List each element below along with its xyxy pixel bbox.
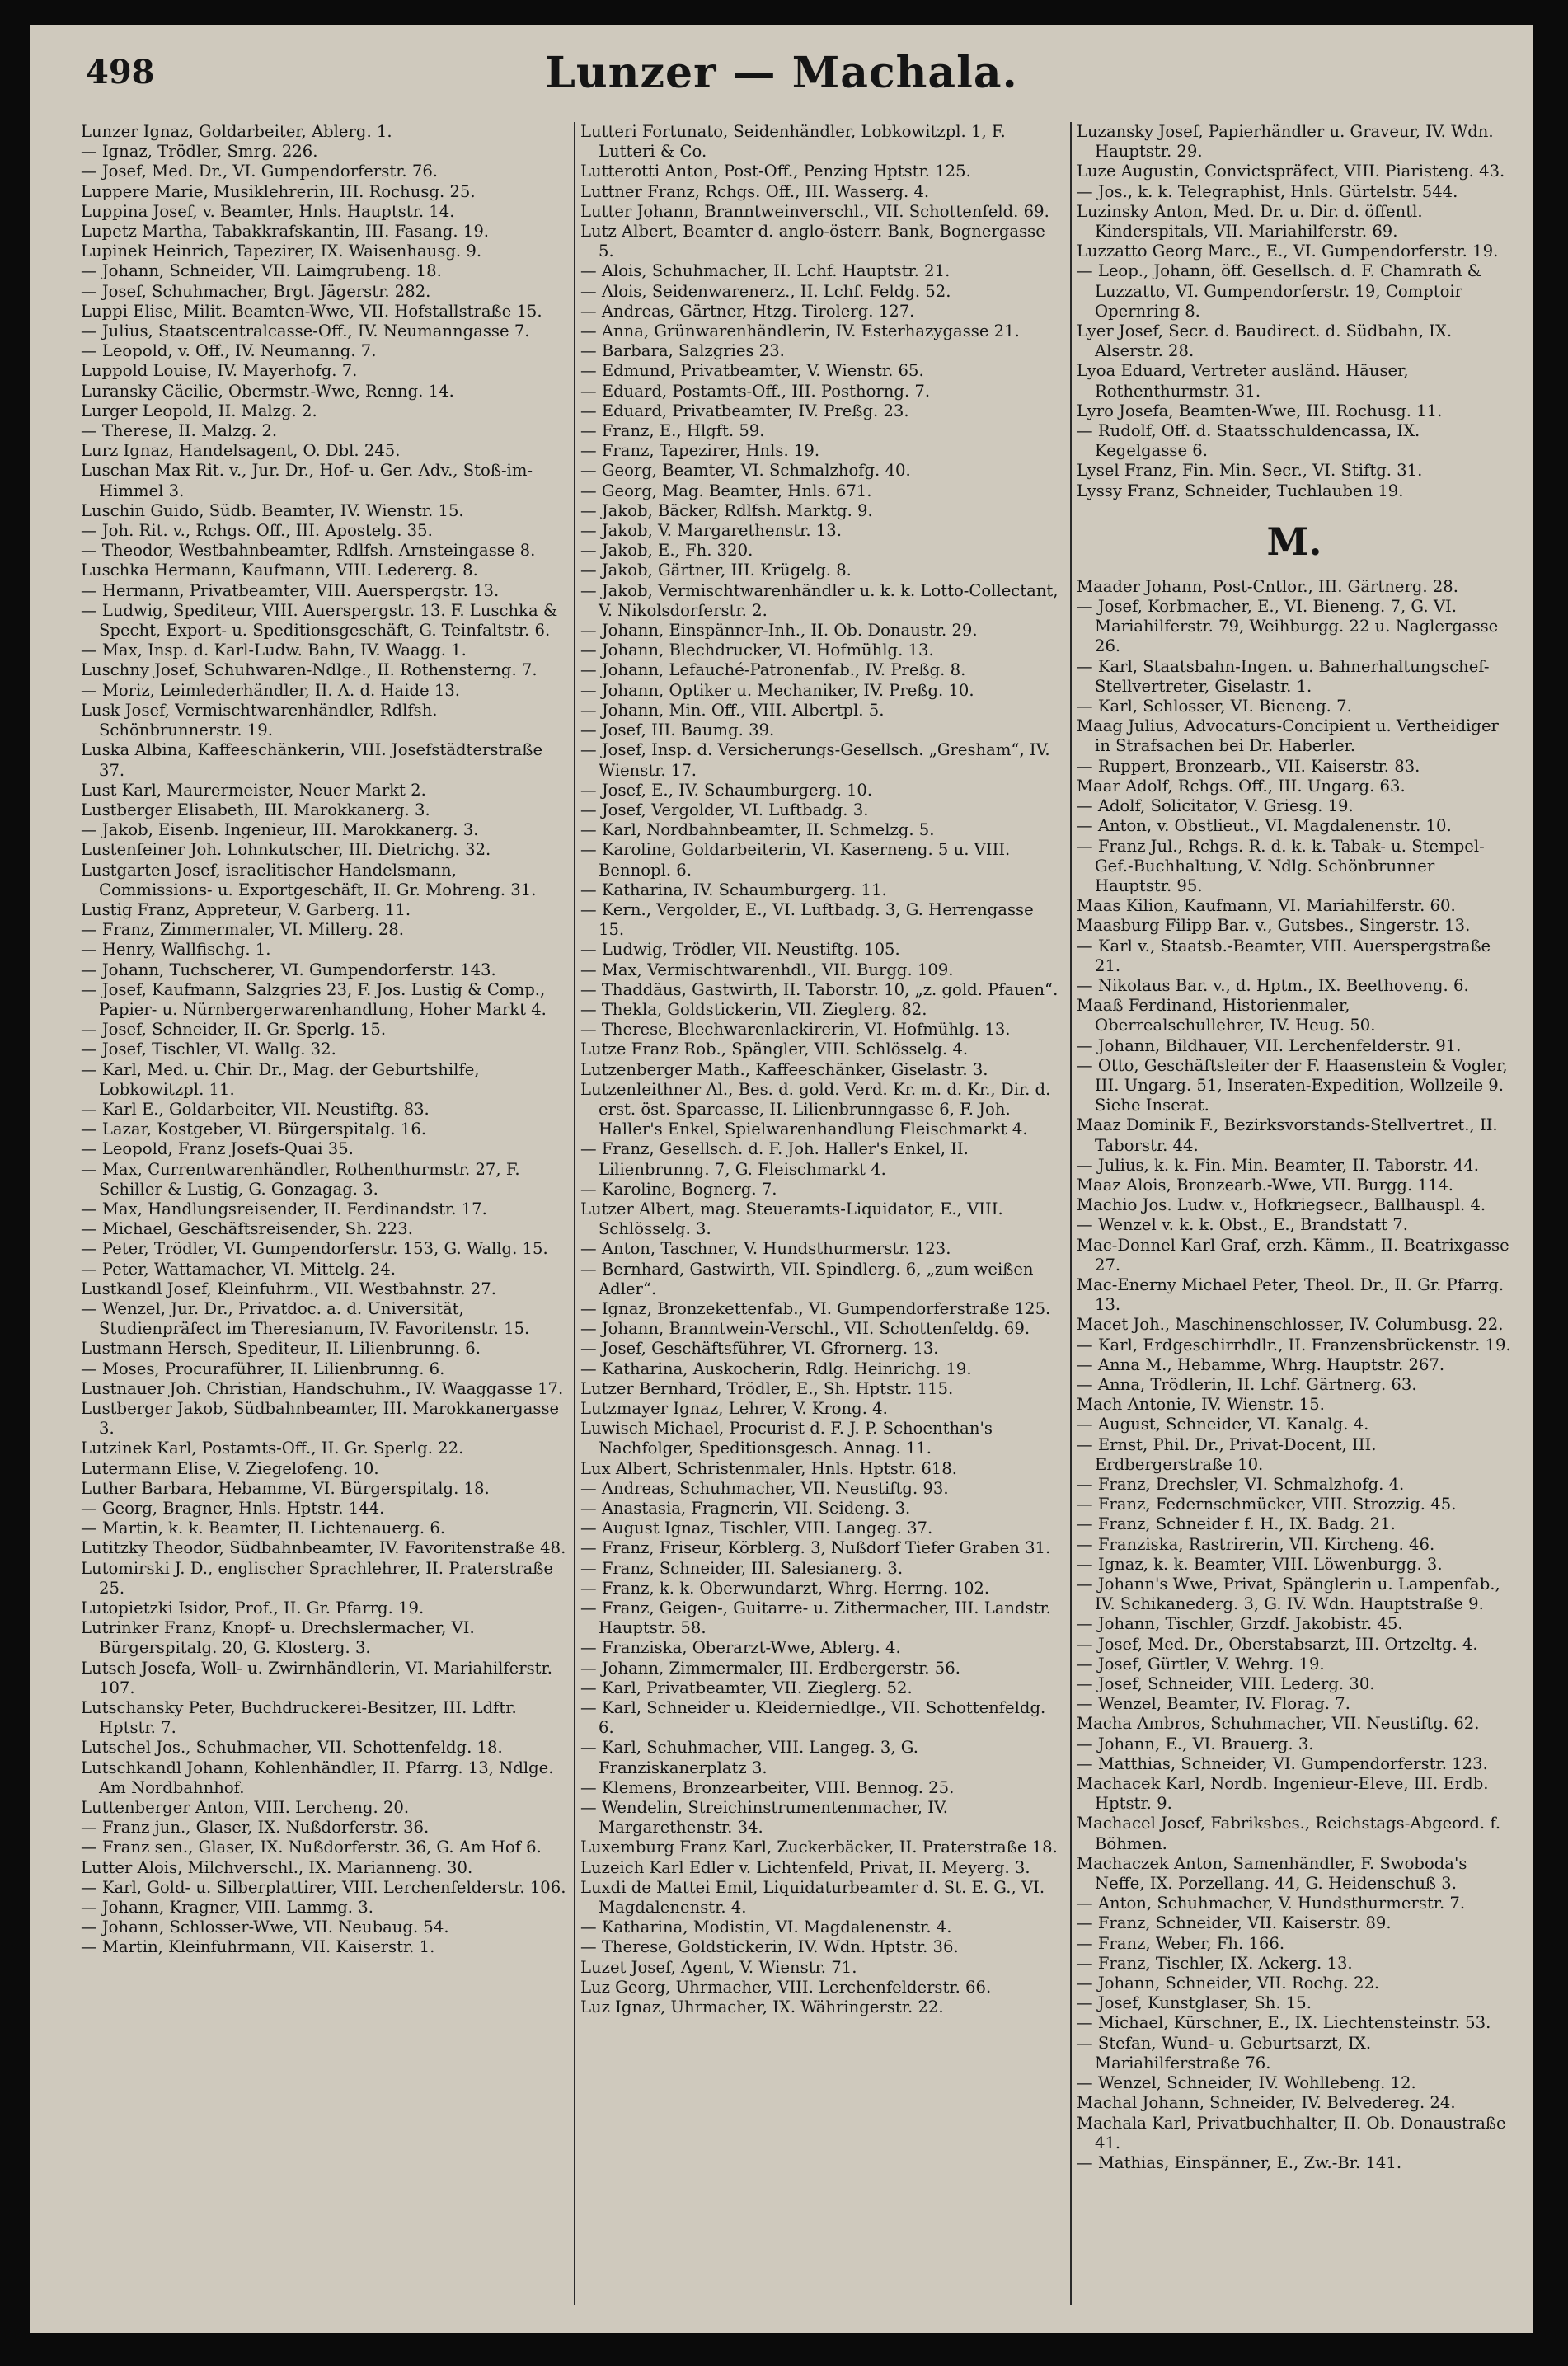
directory-entry: Luttner Franz, Rchgs. Off., III. Wasserg. 4.	[580, 181, 930, 201]
directory-entry: — Hermann, Privatbeamter, VIII. Auerspergstr. 13.	[81, 580, 500, 600]
directory-entry: Maader Johann, Post-Cntlor., III. Gärtnerg. 28.	[1077, 576, 1458, 596]
directory-entry: — Franziska, Rastrirerin, VII. Kircheng. 46.	[1077, 1534, 1435, 1554]
directory-entry: Lutzmayer Ignaz, Lehrer, V. Krong. 4.	[580, 1399, 888, 1418]
directory-entry: Luxdi de Mattei Emil, Liquidaturbeamter d. St. E. G., VI. Magdalenenstr. 4.	[580, 1877, 1045, 1918]
directory-entry: — Franziska, Oberarzt-Wwe, Ablerg. 4.	[580, 1638, 901, 1658]
directory-entry: — Josef, Schuhmacher, Brgt. Jägerstr. 282.	[81, 281, 431, 301]
directory-entry: Luz Ignaz, Uhrmacher, IX. Währingerstr. 22.	[580, 1997, 944, 2017]
directory-entry: — Franz, Federnschmücker, VIII. Strozzig. 45.	[1077, 1495, 1457, 1514]
directory-entry: Luzinsky Anton, Med. Dr. u. Dir. d. öffentl. Kinderspitals, VII. Mariahilferstr. 69.	[1077, 201, 1423, 242]
directory-entry: Luppere Marie, Musiklehrerin, III. Rochusg. 25.	[81, 181, 476, 201]
directory-entry: Lutzer Albert, mag. Steueramts-Liquidator, E., VIII. Schlösselg. 3.	[580, 1199, 1003, 1239]
directory-entry: Lutermann Elise, V. Ziegelofeng. 10.	[81, 1458, 379, 1478]
directory-entry: — Max, Vermischtwarenhdl., VII. Burgg. 109.	[580, 960, 954, 979]
directory-entry: Macha Ambros, Schuhmacher, VII. Neustiftg. 62.	[1077, 1714, 1480, 1734]
directory-entry: — Karl E., Goldarbeiter, VII. Neustiftg. 83.	[81, 1099, 430, 1119]
directory-entry: — Ludwig, Trödler, VII. Neustiftg. 105.	[580, 940, 900, 960]
directory-entry: — Thaddäus, Gastwirth, II. Taborstr. 10, „z. gold. Pfauen“.	[580, 979, 1059, 999]
directory-entry: — Josef, Gürtler, V. Wehrg. 19.	[1077, 1654, 1325, 1674]
directory-entry: Lutter Johann, Branntweinverschl., VII. Schottenfeld. 69.	[580, 201, 1049, 221]
directory-entry: — Therese, II. Malzg. 2.	[81, 421, 278, 441]
directory-entry: — Jakob, Eisenb. Ingenieur, III. Marokkanerg. 3.	[81, 820, 479, 840]
directory-entry: — Karl, Schlosser, VI. Bieneng. 7.	[1077, 697, 1352, 716]
directory-entry: Lutschel Jos., Schuhmacher, VII. Schottenfeldg. 18.	[81, 1738, 503, 1758]
directory-entry: Maasburg Filipp Bar. v., Gutsbes., Singerstr. 13.	[1077, 916, 1471, 936]
directory-entry: Lutze Franz Rob., Spängler, VIII. Schlösselg. 4.	[580, 1040, 969, 1059]
directory-entry: Lutzer Bernhard, Trödler, E., Sh. Hptstr. 115.	[580, 1378, 954, 1398]
column-rule	[1070, 122, 1072, 2305]
directory-entry: — Eduard, Privatbeamter, IV. Preßg. 23.	[580, 401, 909, 420]
directory-entry: — Edmund, Privatbeamter, V. Wienstr. 65.	[580, 361, 924, 381]
directory-entry: — Otto, Geschäftsleiter der F. Haasenstein & Vogler, III. Ungarg. 51, Inseraten-Expedition, Wollzeile 9. Siehe Inserat.	[1077, 1055, 1508, 1115]
directory-entry: — Karl, Privatbeamter, VII. Zieglerg. 52.	[580, 1678, 913, 1697]
directory-entry: Lustenfeiner Joh. Lohnkutscher, III. Dietrichg. 32.	[81, 840, 491, 860]
directory-entry: — Karl, Nordbahnbeamter, II. Schmelzg. 5.	[580, 820, 935, 840]
directory-entry: — Johann, Zimmermaler, III. Erdbergerstr. 56.	[580, 1658, 960, 1678]
directory-entry: — Franz sen., Glaser, IX. Nußdorferstr. 36, G. Am Hof 6.	[81, 1838, 542, 1857]
directory-entry: Lurz Ignaz, Handelsagent, O. Dbl. 245.	[81, 441, 401, 461]
directory-entry: — Jos., k. k. Telegraphist, Hnls. Gürtelstr. 544.	[1077, 181, 1458, 201]
directory-entry: — Franz Jul., Rchgs. R. d. k. k. Tabak- u. Stempel-Gef.-Buchhaltung, V. Ndlg. Schönbrunner Hauptstr. 95.	[1077, 836, 1485, 895]
directory-entry: Luze Augustin, Convictspräfect, VIII. Piaristeng. 43.	[1077, 162, 1505, 181]
directory-entry: — Henry, Wallfischg. 1.	[81, 940, 271, 960]
directory-entry: — Wendelin, Streichinstrumentenmacher, IV. Margarethenstr. 34.	[580, 1798, 948, 1838]
directory-entry: Lustgarten Josef, israelitischer Handelsmann, Commissions- u. Exportgeschäft, II. Gr. Mohreng. 31.	[81, 860, 537, 899]
directory-entry: — Georg, Bragner, Hnls. Hptstr. 144.	[81, 1499, 385, 1519]
directory-entry: — Wenzel v. k. k. Obst., E., Brandstatt 7.	[1077, 1215, 1408, 1235]
directory-entry: Lutitzky Theodor, Südbahnbeamter, IV. Favoritenstraße 48.	[81, 1538, 566, 1558]
directory-entry: Luther Barbara, Hebamme, VI. Bürgerspitalg. 18.	[81, 1478, 490, 1498]
directory-entry: — Therese, Blechwarenlackirerin, VI. Hofmühlg. 13.	[580, 1020, 1011, 1040]
directory-entry: — Josef, E., IV. Schaumburgerg. 10.	[580, 780, 873, 800]
directory-entry: Mac-Donnel Karl Graf, erzh. Kämm., II. Beatrixgasse 27.	[1077, 1235, 1509, 1275]
directory-entry: — Alois, Seidenwarenerz., II. Lchf. Feldg. 52.	[580, 281, 951, 301]
directory-entry: — Johann, Min. Off., VIII. Albertpl. 5.	[580, 700, 885, 720]
directory-entry: Mach Antonie, IV. Wienstr. 15.	[1077, 1395, 1325, 1415]
directory-entry: Lustberger Jakob, Südbahnbeamter, III. Marokkanergasse 3.	[81, 1399, 560, 1439]
directory-entry: — Josef, Tischler, VI. Wallg. 32.	[81, 1040, 336, 1059]
directory-entry: Maar Adolf, Rchgs. Off., III. Ungarg. 63.	[1077, 776, 1406, 796]
directory-entry: — Ruppert, Bronzearb., VII. Kaiserstr. 83.	[1077, 756, 1420, 776]
directory-entry: — Martin, Kleinfuhrmann, VII. Kaiserstr. 1.	[81, 1937, 435, 1957]
directory-entry: — Johann, Optiker u. Mechaniker, IV. Preßg. 10.	[580, 680, 974, 700]
directory-entry: Lutzenleithner Al., Bes. d. gold. Verd. Kr. m. d. Kr., Dir. d. erst. öst. Sparcasse, II. Lilienbrunngasse 6, F. Joh. Haller's Enkel, Spielwarenhandlung Fleischmarkt 4.	[580, 1079, 1051, 1139]
directory-entry: Luschin Guido, Südb. Beamter, IV. Wienstr. 15.	[81, 500, 464, 520]
directory-entry: — Peter, Wattamacher, VI. Mittelg. 24.	[81, 1259, 396, 1279]
directory-entry: Luppi Elise, Milit. Beamten-Wwe, VII. Hofstallstraße 15.	[81, 301, 542, 321]
directory-entry: — Leop., Johann, öff. Gesellsch. d. F. Chamrath & Luzzatto, VI. Gumpendorferstr. 19, Comptoir Opernring 8.	[1077, 261, 1482, 321]
directory-entry: Machacel Josef, Fabriksbes., Reichstags-Abgeord. f. Böhmen.	[1077, 1814, 1501, 1853]
directory-entry: Lustnauer Joh. Christian, Handschuhm., IV. Waaggasse 17.	[81, 1378, 564, 1398]
directory-entry: — Martin, k. k. Beamter, II. Lichtenauerg. 6.	[81, 1519, 446, 1538]
directory-entry: — Anna, Trödlerin, II. Lchf. Gärtnerg. 63.	[1077, 1374, 1417, 1394]
directory-entry: — Nikolaus Bar. v., d. Hptm., IX. Beethoveng. 6.	[1077, 975, 1469, 995]
directory-entry: — Anton, v. Obstlieut., VI. Magdalenenstr. 10.	[1077, 816, 1452, 836]
directory-entry: — Wenzel, Beamter, IV. Florag. 7.	[1077, 1694, 1350, 1714]
directory-entry: Luzzatto Georg Marc., E., VI. Gumpendorferstr. 19.	[1077, 242, 1499, 261]
directory-entry: — Karl, Med. u. Chir. Dr., Mag. der Geburtshilfe, Lobkowitzpl. 11.	[81, 1059, 480, 1099]
directory-entry: — Ignaz, k. k. Beamter, VIII. Löwenburgg. 3.	[1077, 1554, 1443, 1574]
directory-entry: Lyoa Eduard, Vertreter ausländ. Häuser, Rothenthurmstr. 31.	[1077, 361, 1409, 401]
directory-entry: — Johann, Schneider, VII. Laimgrubeng. 18.	[81, 261, 442, 281]
directory-entry: — Alois, Schuhmacher, II. Lchf. Hauptstr. 21.	[580, 261, 951, 281]
directory-entry: Lyer Josef, Secr. d. Baudirect. d. Südbahn, IX. Alserstr. 28.	[1077, 322, 1453, 361]
directory-entry: Luxemburg Franz Karl, Zuckerbäcker, II. Praterstraße 18.	[580, 1838, 1058, 1857]
directory-entry: — Josef, Kaufmann, Salzgries 23, F. Jos. Lustig & Comp., Papier- u. Nürnbergerwarenhandlung, Hoher Markt 4.	[81, 979, 547, 1019]
directory-entry: — Jakob, Gärtner, III. Krügelg. 8.	[580, 561, 852, 580]
directory-entry: — Franz, Zimmermaler, VI. Millerg. 28.	[81, 920, 404, 940]
directory-entry: Luppina Josef, v. Beamter, Hnls. Hauptstr. 14.	[81, 201, 455, 221]
directory-entry: — Johann, E., VI. Brauerg. 3.	[1077, 1734, 1314, 1753]
directory-entry: — Franz, k. k. Oberwundarzt, Whrg. Herrng. 102.	[580, 1578, 990, 1598]
directory-entry: — Lazar, Kostgeber, VI. Bürgerspitalg. 16.	[81, 1120, 427, 1139]
directory-entry: Lutrinker Franz, Knopf- u. Drechslermacher, VI. Bürgerspitalg. 20, G. Klosterg. 3.	[81, 1618, 475, 1658]
directory-entry: Maag Julius, Advocaturs-Concipient u. Vertheidiger in Strafsachen bei Dr. Haberler.	[1077, 716, 1499, 756]
directory-entry: Lyro Josefa, Beamten-Wwe, III. Rochusg. 11.	[1077, 401, 1443, 420]
directory-entry: Luzansky Josef, Papierhändler u. Graveur, IV. Wdn. Hauptstr. 29.	[1077, 122, 1494, 162]
directory-entry: Lupinek Heinrich, Tapezirer, IX. Waisenhausg. 9.	[81, 242, 482, 261]
directory-entry: Lutschansky Peter, Buchdruckerei-Besitzer, III. Ldftr. Hptstr. 7.	[81, 1698, 517, 1738]
directory-entry: — Thekla, Goldstickerin, VII. Zieglerg. 82.	[580, 999, 927, 1019]
directory-entry: — Katharina, Auskocherin, Rdlg. Heinrichg. 19.	[580, 1359, 972, 1378]
directory-entry: Luransky Cäcilie, Obermstr.-Wwe, Renng. 14.	[81, 381, 454, 401]
directory-entry: — Georg, Beamter, VI. Schmalzhofg. 40.	[580, 461, 911, 481]
directory-entry: Lustmann Hersch, Spediteur, II. Lilienbrunng. 6.	[81, 1339, 481, 1359]
directory-entry: Lutomirski J. D., englischer Sprachlehrer, II. Praterstraße 25.	[81, 1558, 553, 1598]
directory-entry: — August, Schneider, VI. Kanalg. 4.	[1077, 1415, 1369, 1434]
directory-entry: Lustkandl Josef, Kleinfuhrm., VII. Westbahnstr. 27.	[81, 1279, 496, 1298]
directory-entry: Luwisch Michael, Procurist d. F. J. P. Schoenthan's Nachfolger, Speditionsgesch. Annag. 11.	[580, 1419, 993, 1458]
directory-entry: Luzet Josef, Agent, V. Wienstr. 71.	[580, 1957, 857, 1977]
directory-entry: — Franz, Friseur, Körblerg. 3, Nußdorf Tiefer Graben 31.	[580, 1538, 1051, 1558]
directory-entry: — Karl, Schuhmacher, VIII. Langeg. 3, G. Franziskanerplatz 3.	[580, 1738, 918, 1777]
directory-entry: — Johann, Tuchscherer, VI. Gumpendorferstr. 143.	[81, 960, 496, 979]
directory-entry: — Johann, Branntwein-Verschl., VII. Schottenfeldg. 69.	[580, 1319, 1030, 1339]
directory-entry: Lysel Franz, Fin. Min. Secr., VI. Stiftg. 31.	[1077, 461, 1423, 481]
directory-entry: — Franz, Drechsler, VI. Schmalzhofg. 4.	[1077, 1475, 1405, 1494]
directory-entry: — Franz, Tischler, IX. Ackerg. 13.	[1077, 1953, 1353, 1973]
directory-entry: Lux Albert, Schristenmaler, Hnls. Hptstr. 618.	[580, 1458, 957, 1478]
directory-entry: — Johann, Einspänner-Inh., II. Ob. Donaustr. 29.	[580, 621, 978, 641]
directory-entry: — Anton, Taschner, V. Hundsthurmerstr. 123.	[580, 1239, 951, 1259]
directory-entry: Mac-Enerny Michael Peter, Theol. Dr., II. Gr. Pfarrg. 13.	[1077, 1275, 1505, 1315]
directory-entry: — Theodor, Westbahnbeamter, Rdlfsh. Arnsteingasse 8.	[81, 541, 536, 561]
directory-entry: — Jakob, V. Margarethenstr. 13.	[580, 521, 842, 541]
directory-entry: — Franz, Geigen-, Guitarre- u. Zithermacher, III. Landstr. Hauptstr. 58.	[580, 1598, 1051, 1638]
directory-entry: — Josef, Geschäftsführer, VI. Gfrornerg. 13.	[580, 1339, 939, 1359]
directory-entry: — Franz, Tapezirer, Hnls. 19.	[580, 441, 820, 461]
directory-entry: — Josef, Med. Dr., Oberstabsarzt, III. Ortzeltg. 4.	[1077, 1634, 1478, 1654]
directory-entry: — Moses, Procuraführer, II. Lilienbrunng. 6.	[81, 1359, 445, 1378]
column-right	[1077, 122, 1512, 2305]
directory-entry: — Johann, Bildhauer, VII. Lerchenfelderstr. 91.	[1077, 1035, 1462, 1055]
directory-entry: — Anastasia, Fragnerin, VII. Seideng. 3.	[580, 1499, 911, 1519]
directory-entry: — Josef, Med. Dr., VI. Gumpendorferstr. 76.	[81, 162, 439, 181]
directory-entry: — Leopold, Franz Josefs-Quai 35.	[81, 1139, 354, 1159]
directory-entry: — Karl, Schneider u. Kleiderniedlge., VII. Schottenfeldg. 6.	[580, 1698, 1046, 1738]
directory-entry: Lust Karl, Maurermeister, Neuer Markt 2.	[81, 780, 426, 800]
directory-entry: Machaczek Anton, Samenhändler, F. Swoboda's Neffe, IX. Porzellang. 44, G. Heidenschuß 3.	[1077, 1853, 1467, 1894]
directory-entry: — Josef, Schneider, VIII. Lederg. 30.	[1077, 1674, 1375, 1694]
column-middle	[580, 122, 1063, 2305]
page-number: 498	[86, 53, 155, 92]
directory-entry: Luschny Josef, Schuhwaren-Ndlge., II. Rothensterng. 7.	[81, 660, 538, 680]
directory-entry: Maas Kilion, Kaufmann, VI. Mariahilferstr. 60.	[1077, 896, 1456, 916]
directory-entry: — Johann, Schlosser-Wwe, VII. Neubaug. 54.	[81, 1918, 449, 1937]
directory-entry: — Leopold, v. Off., IV. Neumanng. 7.	[81, 341, 377, 361]
section-letter: M.	[1266, 519, 1322, 564]
directory-entry: — Georg, Mag. Beamter, Hnls. 671.	[580, 481, 872, 500]
directory-entry: — Katharina, Modistin, VI. Magdalenenstr. 4.	[580, 1918, 952, 1937]
directory-entry: — Franz, Schneider, III. Salesianerg. 3.	[580, 1558, 904, 1578]
directory-entry: Lutzenberger Math., Kaffeeschänker, Giselastr. 3.	[580, 1059, 988, 1079]
directory-entry: Lustig Franz, Appreteur, V. Garberg. 11.	[81, 899, 411, 919]
directory-entry: — Karl, Erdgeschirrhdlr., II. Franzensbrückenstr. 19.	[1077, 1335, 1511, 1354]
directory-entry: — Adolf, Solicitator, V. Griesg. 19.	[1077, 796, 1354, 816]
directory-entry: — Julius, k. k. Fin. Min. Beamter, II. Taborstr. 44.	[1077, 1155, 1479, 1175]
directory-entry: — Stefan, Wund- u. Geburtsarzt, IX. Mariahilferstraße 76.	[1077, 2033, 1372, 2073]
directory-entry: — Anton, Schuhmacher, V. Hundsthurmerstr. 7.	[1077, 1894, 1466, 1913]
directory-entry: — Josef, Insp. d. Versicherungs-Gesellsch. „Gresham“, IV. Wienstr. 17.	[580, 740, 1050, 780]
directory-entry: — Katharina, IV. Schaumburgerg. 11.	[580, 880, 887, 899]
directory-entry: — Max, Currentwarenhändler, Rothenthurmstr. 27, F. Schiller & Lustig, G. Gonzagag. 3.	[81, 1159, 520, 1199]
directory-entry: — Franz, Gesellsch. d. F. Joh. Haller's Enkel, II. Lilienbrunng. 7, G. Fleischmarkt 4.	[580, 1139, 969, 1179]
directory-entry: — Johann, Blechdrucker, VI. Hofmühlg. 13.	[580, 641, 934, 660]
directory-entry: — Josef, Korbmacher, E., VI. Bieneng. 7, G. VI. Mariahilferstr. 79, Weihburgg. 22 u. Naglergasse 26.	[1077, 597, 1499, 656]
directory-entry: — Max, Insp. d. Karl-Ludw. Bahn, IV. Waagg. 1.	[81, 641, 467, 660]
directory-entry: — Rudolf, Off. d. Staatsschuldencassa, IX. Kegelgasse 6.	[1077, 421, 1420, 461]
directory-entry: — Johann, Kragner, VIII. Lammg. 3.	[81, 1898, 373, 1918]
directory-entry: Machacek Karl, Nordb. Ingenieur-Eleve, III. Erdb. Hptstr. 9.	[1077, 1774, 1489, 1814]
directory-entry: — Franz jun., Glaser, IX. Nußdorferstr. 36.	[81, 1818, 430, 1838]
directory-entry: — Karoline, Goldarbeiterin, VI. Kaserneng. 5 u. VIII. Bennopl. 6.	[580, 840, 1011, 880]
directory-entry: — Josef, Schneider, II. Gr. Sperlg. 15.	[81, 1020, 387, 1040]
directory-entry: — Ludwig, Spediteur, VIII. Auerspergstr. 13. F. Luschka & Specht, Export- u. Speditionsgeschäft, G. Teinfaltstr. 6.	[81, 600, 558, 641]
directory-entry: Luska Albina, Kaffeeschänkerin, VIII. Josefstädterstraße 37.	[81, 740, 543, 780]
directory-entry: — Wenzel, Jur. Dr., Privatdoc. a. d. Universität, Studienpräfect im Theresianum, IV. Favoritenstr. 15.	[81, 1298, 530, 1339]
running-head: Lunzer — Machala.	[545, 48, 1018, 98]
directory-entry: — Kern., Vergolder, E., VI. Luftbadg. 3, G. Herrengasse 15.	[580, 899, 1034, 940]
directory-entry: — Barbara, Salzgries 23.	[580, 341, 785, 361]
directory-entry: Luttenberger Anton, VIII. Lercheng. 20.	[81, 1798, 410, 1818]
directory-entry: Luschan Max Rit. v., Jur. Dr., Hof- u. Ger. Adv., Stoß-im-Himmel 3.	[81, 461, 533, 500]
directory-entry: — Josef, Kunstglaser, Sh. 15.	[1077, 1993, 1312, 2013]
directory-entry: — Franz, Schneider, VII. Kaiserstr. 89.	[1077, 1913, 1392, 1933]
directory-entry: — Karl, Gold- u. Silberplattirer, VIII. Lerchenfelderstr. 106.	[81, 1877, 566, 1897]
directory-entry: — Jakob, Vermischtwarenhändler u. k. k. Lotto-Collectant, V. Nikolsdorferstr. 2.	[580, 580, 1059, 620]
column-left	[81, 122, 567, 2305]
directory-entry: Machal Johann, Schneider, IV. Belvedereg. 24.	[1077, 2093, 1456, 2113]
directory-entry: — Johann, Tischler, Grzdf. Jakobistr. 45.	[1077, 1614, 1403, 1634]
directory-entry: — Wenzel, Schneider, IV. Wohllebeng. 12.	[1077, 2073, 1416, 2093]
directory-entry: — Therese, Goldstickerin, IV. Wdn. Hptstr. 36.	[580, 1937, 959, 1957]
directory-entry: — August Ignaz, Tischler, VIII. Langeg. 37.	[580, 1519, 933, 1538]
directory-entry: Lutteri Fortunato, Seidenhändler, Lobkowitzpl. 1, F. Lutteri & Co.	[580, 122, 1006, 162]
directory-entry: Luppold Louise, IV. Mayerhofg. 7.	[81, 361, 358, 381]
directory-entry: Luz Georg, Uhrmacher, VIII. Lerchenfelderstr. 66.	[580, 1977, 992, 1997]
directory-entry: Lunzer Ignaz, Goldarbeiter, Ablerg. 1.	[81, 122, 392, 141]
directory-entry: Lutz Albert, Beamter d. anglo-österr. Bank, Bognergasse 5.	[580, 222, 1045, 261]
directory-entry: Luzeich Karl Edler v. Lichtenfeld, Privat, II. Meyerg. 3.	[580, 1857, 1030, 1877]
directory-entry: — Karl, Staatsbahn-Ingen. u. Bahnerhaltungschef-Stellvertreter, Giselastr. 1.	[1077, 656, 1490, 696]
directory-entry: Lutsch Josefa, Woll- u. Zwirnhändlerin, VI. Mariahilferstr. 107.	[81, 1658, 552, 1697]
directory-entry: Lutschkandl Johann, Kohlenhändler, II. Pfarrg. 13, Ndlge. Am Nordbahnhof.	[81, 1758, 554, 1797]
directory-entry: Machala Karl, Privatbuchhalter, II. Ob. Donaustraße 41.	[1077, 2113, 1506, 2152]
directory-entry: — Johann's Wwe, Privat, Spänglerin u. Lampenfab., IV. Schikanederg. 3, G. IV. Wdn. Hauptstraße 9.	[1077, 1575, 1500, 1614]
directory-entry: — Moriz, Leimlederhändler, II. A. d. Haide 13.	[81, 680, 461, 700]
directory-entry: — Jakob, E., Fh. 320.	[580, 541, 753, 561]
directory-entry: — Johann, Schneider, VII. Rochg. 22.	[1077, 1974, 1380, 1993]
directory-entry: — Anna, Grünwarenhändlerin, IV. Esterhazygasse 21.	[580, 322, 1020, 341]
directory-entry: — Matthias, Schneider, VI. Gumpendorferstr. 123.	[1077, 1753, 1488, 1773]
directory-entry: — Peter, Trödler, VI. Gumpendorferstr. 153, G. Wallg. 15.	[81, 1239, 548, 1259]
column-rule	[574, 122, 575, 2305]
directory-entry: — Franz, Weber, Fh. 166.	[1077, 1933, 1285, 1953]
directory-entry: Lyssy Franz, Schneider, Tuchlauben 19.	[1077, 481, 1404, 500]
directory-entry: Lustberger Elisabeth, III. Marokkanerg. 3.	[81, 800, 430, 819]
directory-entry: — Joh. Rit. v., Rchgs. Off., III. Apostelg. 35.	[81, 521, 433, 541]
directory-entry: Lutopietzki Isidor, Prof., II. Gr. Pfarrg. 19.	[81, 1598, 425, 1618]
directory-entry: — Andreas, Schuhmacher, VII. Neustiftg. 93.	[580, 1478, 949, 1498]
directory-entry: — Franz, E., Hlgft. 59.	[580, 421, 765, 441]
directory-entry: Lutter Alois, Milchverschl., IX. Marianneng. 30.	[81, 1857, 473, 1877]
directory-entry: — Josef, III. Baumg. 39.	[580, 721, 775, 740]
directory-entry: — Johann, Lefauché-Patronenfab., IV. Preßg. 8.	[580, 660, 966, 680]
directory-entry: — Michael, Kürschner, E., IX. Liechtensteinstr. 53.	[1077, 2013, 1491, 2033]
directory-entry: — Jakob, Bäcker, Rdlfsh. Marktg. 9.	[580, 500, 873, 520]
directory-entry: — Ignaz, Bronzekettenfab., VI. Gumpendorferstraße 125.	[580, 1298, 1051, 1318]
directory-entry: — Eduard, Postamts-Off., III. Posthorng. 7.	[580, 381, 931, 401]
directory-entry: Luschka Hermann, Kaufmann, VIII. Ledererg. 8.	[81, 561, 478, 580]
directory-entry: — Andreas, Gärtner, Htzg. Tirolerg. 127.	[580, 301, 915, 321]
directory-entry: — Bernhard, Gastwirth, VII. Spindlerg. 6, „zum weißen Adler“.	[580, 1259, 1034, 1298]
directory-entry: — Klemens, Bronzearbeiter, VIII. Bennog. 25.	[580, 1777, 955, 1797]
directory-entry: — Karoline, Bognerg. 7.	[580, 1179, 777, 1199]
directory-entry: — Anna M., Hebamme, Whrg. Hauptstr. 267.	[1077, 1354, 1445, 1374]
directory-entry: Lutterotti Anton, Post-Off., Penzing Hptstr. 125.	[580, 162, 971, 181]
directory-entry: Lurger Leopold, II. Malzg. 2.	[81, 401, 317, 420]
directory-entry: Machio Jos. Ludw. v., Hofkriegsecr., Ballhauspl. 4.	[1077, 1195, 1486, 1215]
directory-entry: — Franz, Schneider f. H., IX. Badg. 21.	[1077, 1514, 1396, 1534]
directory-entry: Lupetz Martha, Tabakkrafskantin, III. Fasang. 19.	[81, 222, 490, 242]
directory-entry: — Max, Handlungsreisender, II. Ferdinandstr. 17.	[81, 1199, 487, 1218]
directory-entry: Macet Joh., Maschinenschlosser, IV. Columbusg. 22.	[1077, 1315, 1504, 1335]
directory-entry: — Karl v., Staatsb.-Beamter, VIII. Auerspergstraße 21.	[1077, 936, 1491, 975]
directory-entry: Maaß Ferdinand, Historienmaler, Oberrealschullehrer, IV. Heug. 50.	[1077, 996, 1376, 1035]
directory-entry: Maaz Alois, Bronzearb.-Wwe, VII. Burgg. 114.	[1077, 1175, 1454, 1195]
directory-entry: — Ernst, Phil. Dr., Privat-Docent, III. Erdbergerstraße 10.	[1077, 1434, 1377, 1474]
directory-entry: Maaz Dominik F., Bezirksvorstands-Stellvertret., II. Taborstr. 44.	[1077, 1115, 1498, 1155]
directory-entry: Lusk Josef, Vermischtwarenhändler, Rdlfsh. Schönbrunnerstr. 19.	[81, 700, 438, 740]
directory-entry: — Mathias, Einspänner, E., Zw.-Br. 141.	[1077, 2152, 1402, 2172]
directory-page	[30, 25, 1533, 2333]
page-header	[30, 48, 1533, 106]
directory-entry: Lutzinek Karl, Postamts-Off., II. Gr. Sperlg. 22.	[81, 1439, 464, 1458]
directory-entry: — Josef, Vergolder, VI. Luftbadg. 3.	[580, 800, 869, 819]
directory-entry: — Julius, Staatscentralcasse-Off., IV. Neumanngasse 7.	[81, 322, 530, 341]
directory-entry: — Michael, Geschäftsreisender, Sh. 223.	[81, 1219, 413, 1239]
directory-entry: — Ignaz, Trödler, Smrg. 226.	[81, 142, 318, 162]
